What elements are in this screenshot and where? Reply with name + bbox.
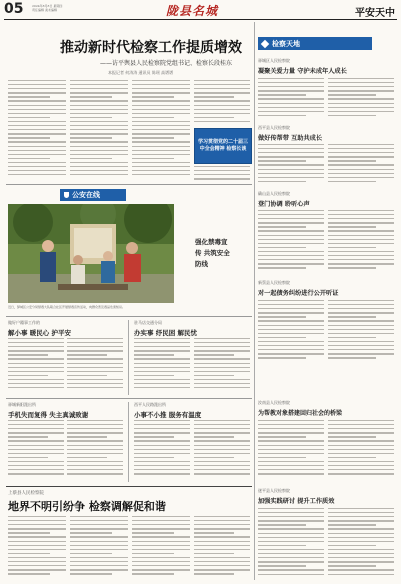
right-item-2-body-b [328,210,394,274]
right-item-0-body-b [328,78,394,118]
right-item-title: 加强实践研讨 提升工作质效 [258,498,335,505]
photo-note: 近日，驿城区公安分局禁毒大队联合社区开展禁毒宣传活动，向群众普及毒品危害知识。 [8,305,126,309]
short-news-0-body-b [67,338,123,394]
section-rule-1 [6,316,252,317]
bottom-org: 上蔡县人民检察院 [8,491,44,496]
section-title: 平安天中 [355,8,395,19]
lead-body-col1 [8,80,66,180]
bottom-body-col4 [194,516,250,580]
bottom-body-col3 [132,516,190,580]
right-item-2 [258,191,394,208]
right-item-0 [258,58,394,75]
right-item-5 [258,488,394,505]
page-number: 05 [4,1,24,17]
short-news-2 [8,402,124,419]
right-item-5-body [258,508,324,578]
lead-subtitle: ——访平舆县人民检察院党组书记、检察长段桂东 [100,60,233,67]
right-item-1-body-b [328,144,394,184]
procuratorate-banner [258,37,372,50]
anti-drug-photo [8,204,174,303]
lead-body-col4b [194,166,250,182]
lead-body-col4 [194,80,250,124]
right-item-org: 遂平县人民检察院 [258,488,290,493]
bottom-body-col2 [70,516,128,580]
right-item-3-body-b [328,300,394,364]
lead-byline: 本报记者 何涛涛 通讯员 陈瑶 高谱谱 [108,70,174,75]
short-news-1-body-b [194,338,250,394]
public-security-label: 公安在线 [72,191,100,199]
newspaper-logo: 陇县名城 [166,4,219,18]
right-column-divider [254,22,255,580]
lead-title: 推动新时代检察工作提质增效 [60,40,242,56]
right-item-4 [258,400,394,417]
short-news-3-body-b [194,420,250,480]
short-news-org: 驻马店交通分局 [134,320,162,325]
right-item-4-body-b [328,420,394,480]
right-item-title: 做好传帮带 互助共成长 [258,135,323,142]
banner-icon [261,39,269,47]
short-news-org: 西平人民路派出所 [134,402,166,407]
shield-icon [64,192,69,198]
right-item-title: 为帮教对象搭建回归社会的桥梁 [258,410,343,417]
short-news-title: 办实事 纾民困 解民忧 [134,329,198,337]
bottom-title: 地界不明引纷争 检察调解促和谐 [8,500,166,513]
short-news-0 [8,320,124,337]
right-item-org: 汝南县人民检察院 [258,400,290,405]
bottom-body-col1 [8,516,66,580]
anti-drug-photo-image [8,204,174,303]
right-item-org: 确山县人民检察院 [258,191,290,196]
callout-box [194,128,252,164]
right-item-title: 登门协调 聆听心声 [258,201,310,208]
right-item-org: 驿城区人民检察院 [258,58,290,63]
short-news-3 [134,402,250,419]
right-item-0-body [258,78,324,118]
public-security-banner [60,189,126,201]
lead-body-col3 [132,80,190,180]
right-item-3 [258,280,394,297]
issue-editor: 责任编辑 美术编辑 [32,8,57,12]
lead-body-col2 [70,80,128,180]
right-item-1-body [258,144,324,184]
banner-label: 检察天地 [272,39,300,48]
short-news-0-body [8,338,64,394]
issue-date: 2024年8月8日 星期四 [32,4,63,8]
header-rule [4,19,397,20]
right-item-4-body [258,420,324,480]
short-news-1 [134,320,250,337]
short-news-title: 手机失而复得 失主真诚致谢 [8,411,89,419]
right-item-3-body [258,300,324,364]
right-item-title: 凝聚关爱力量 守护未成年人成长 [258,68,347,75]
right-item-org: 新蔡县人民检察院 [258,280,290,285]
photo-caption: 强化禁毒宣传 共筑安全防线 [195,238,230,268]
issue-info [32,4,102,12]
section-rule-3 [6,486,252,487]
right-item-2-body [258,210,324,274]
lead-bottom-rule [6,184,252,185]
short-news-divider-2 [128,402,129,482]
callout-text: 学习贯彻党的二十届三中全会精神 检察长谈 [197,139,248,152]
right-item-org: 西平县人民检察院 [258,125,290,130]
short-news-org: 驿城新阳派出所 [8,402,36,407]
short-news-org: 做好户籍事工作的 [8,320,40,325]
short-news-title: 小事不小推 服务有温度 [134,411,202,419]
right-item-title: 对一起债务纠纷进行公开听证 [258,290,339,297]
short-news-2-body-b [67,420,123,480]
short-news-2-body [8,420,64,480]
right-item-1 [258,125,394,142]
right-item-5-body-b [328,508,394,578]
short-news-title: 解小事 暖民心 护平安 [8,329,72,337]
short-news-3-body [134,420,190,480]
section-rule-2 [6,398,252,399]
short-news-divider-1 [128,320,129,395]
photo-caption-box [176,204,252,303]
short-news-1-body [134,338,190,394]
